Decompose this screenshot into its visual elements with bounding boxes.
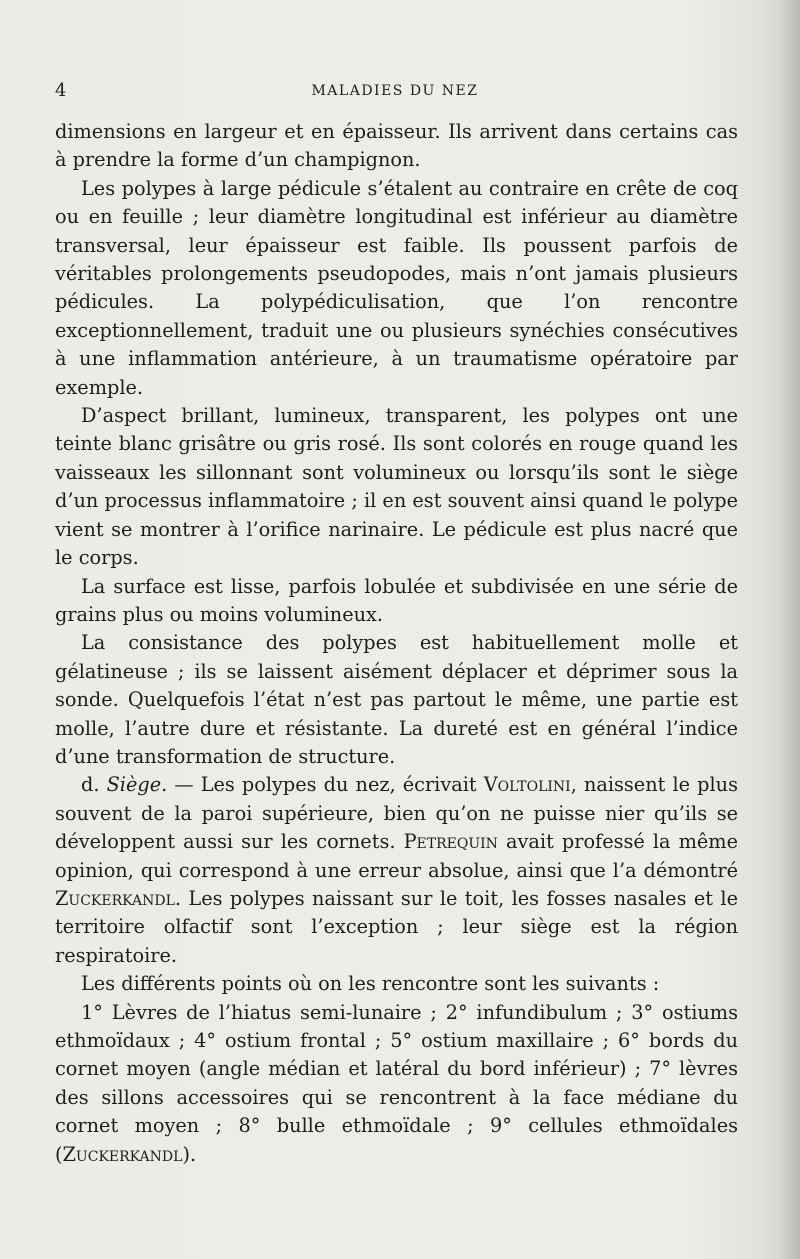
page-edge-shadow <box>778 0 800 1259</box>
paragraph-1: dimensions en largeur et en épaisseur. Ils arrivent dans certains cas à prendre la forme d’un champignon. <box>55 120 738 172</box>
paragraph-7: Les différents points où on les rencontre sont les suivants : <box>81 972 660 996</box>
section-letter: d. <box>81 773 100 797</box>
author-name: Voltolini <box>483 773 571 797</box>
page-number: 4 <box>55 80 67 101</box>
page-header <box>55 80 735 104</box>
text-run: — Les polypes du nez, écrivait <box>167 773 484 797</box>
text-run: , naissent le plus souvent de la paroi supérieure, bien qu’on ne puisse nier qu’ils se développent aussi sur les cornets. <box>55 773 738 854</box>
author-name: Zuckerkandl <box>55 886 175 910</box>
paragraph-8 <box>55 999 738 1169</box>
body-text <box>55 118 738 1169</box>
text-run: avait professé la même opinion, qui correspond à une erreur absolue, ainsi que l’a démontré <box>55 830 739 882</box>
author-name: Zuckerkandl <box>62 1142 183 1166</box>
text-run: 1° Lèvres de l’hiatus semi-lunaire ; 2° infundibulum ; 3° ostiums ethmoïdaux ; 4° ostium frontal ; 5° ostium maxillaire ; 6° bords du cornet moyen (angle médian et latéral du bord inférieur) ; 7° lèvres des sillons accessoires qui se rencontrent à la face médiane du cornet moyen ; 8° bulle ethmoïdale ; 9° cellules ethmoïdales ( <box>55 1000 738 1166</box>
paragraph-5: La consistance des polypes est habituellement molle et gélatineuse ; ils se laissent aisément déplacer et déprimer sous la sonde. Quelquefois l’état n’est pas partout le même, une partie est molle, l’autre dure et résistante. La dureté est en général l’indice d’une transformation de structure. <box>55 631 738 768</box>
running-title: MALADIES DU NEZ <box>311 83 479 99</box>
author-name: Petrequin <box>403 830 498 854</box>
paragraph-3: D’aspect brillant, lumineux, transparent, les polypes ont une teinte blanc grisâtre ou gris rosé. Ils sont colorés en rouge quand les vaisseaux les sillonnant sont volumineux ou lorsqu’ils sont le siège d’un processus inflammatoire ; il en est souvent ainsi quand le polype vient se montrer à l’orifice narinaire. Le pédicule est plus nacré que le corps. <box>55 404 738 570</box>
text-run: ). <box>182 1142 197 1166</box>
paragraph-4: La surface est lisse, parfois lobulée et subdivisée en une série de grains plus ou moins volumineux. <box>55 574 738 626</box>
text-run: . Les polypes naissant sur le toit, les fosses nasales et le territoire olfactif sont l’exception ; leur siège est la région respiratoire. <box>55 886 738 967</box>
paragraph-2: Les polypes à large pédicule s’étalent au contraire en crête de coq ou en feuille ; leur diamètre longitudinal est inférieur au diamètre transversal, leur épaisseur est faible. Ils poussent parfois de véritables prolongements pseudopodes, mais n’ont jamais plusieurs pédicules. La polypédiculisation, que l’on rencontre exceptionnellement, traduit une ou plusieurs synéchies consécutives à une inflammation antérieure, à un traumatisme opératoire par exemple. <box>55 176 738 399</box>
section-heading: Siège. <box>106 773 168 797</box>
paragraph-6 <box>55 771 738 970</box>
